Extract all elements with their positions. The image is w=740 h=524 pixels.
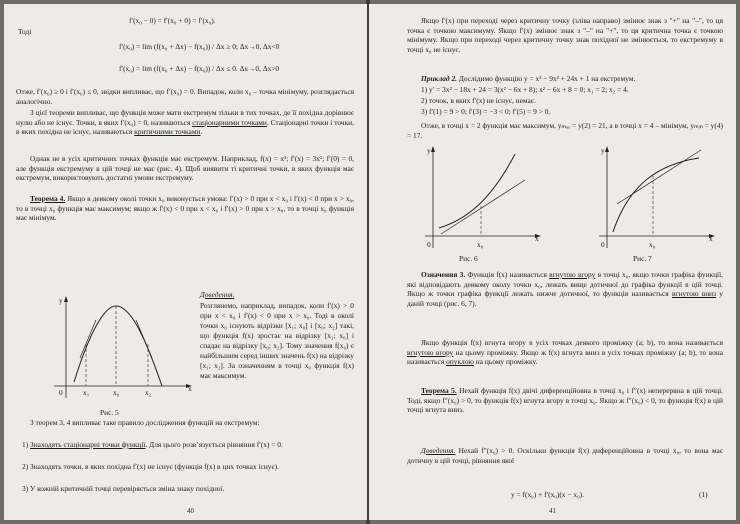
fig7-curve — [613, 158, 699, 232]
paragraph-sign-change: Якщо f′(x) при переході через критичну точку (зліва направо) змінює знак з "+" на "–", то ця точка є точкою максимуму. Якщо f′(x) змінює знак з "–" на "+", то ця критична точка є точкою мінімуму. Якщо при переході через критичну точку знак похідної не змінюється, то екстремуму в точці x₀ не існує. — [407, 16, 723, 54]
theorem-5: Теорема 5. Нехай функція f(x) двічі диференційовна в точці x₀ і f″(x) неперервна в цій точці. Тоді, якщо f″(x₀) > 0, то функція f(x) вгнута вгору в точці x₀. Якщо ж f″(x₀) < 0, то функція f(x) в цій точці вгнута вниз. — [407, 386, 723, 415]
fig6-label-x0: x₀ — [477, 240, 484, 249]
page-number-right: 41 — [549, 507, 556, 515]
fig5-label-x: x — [188, 384, 192, 393]
fig6-label-x: x — [535, 234, 539, 243]
fig6-label-origin: 0 — [427, 240, 431, 249]
example-2: Приклад 2. Дослідимо функцію y = x³ − 9x² + 24x + 1 на екстремум. — [421, 74, 636, 83]
term-stationary-points: стаціонарними точками — [192, 117, 267, 127]
rule-item-3: 3) У кожній критичній точці перевіряється зміна знаку похідної. — [22, 484, 225, 493]
fig5-tangent-right — [136, 320, 152, 358]
fig7-tangent — [617, 150, 701, 204]
definition-3: Означення 3. Функція f(x) називається вгнутою вгору в точці x₀, якщо точки графіка функції, які відповідають деякому околу точки x₀, лежать вище дотичної до графіка функції в цій точці. Якщо ж точки графіка функції лежать нижче дотичної, то функція називається вгнутою вниз у даній точці (рис. 6, 7). — [407, 270, 723, 308]
term-concave-up-interval: вгнутою вгору — [407, 347, 454, 357]
fig5-label-origin: 0 — [59, 388, 63, 397]
formula-one-sided-derivatives: f′(x₀ − 0) = f′(x₀ + 0) = f′(x₀). — [129, 16, 216, 25]
equation-tangent: y = f(x₀) + f′(x₀)(x − x₀). — [511, 490, 584, 499]
example-conclusion: Отже, в точці x = 2 функція має максимум, yₘₐₓ = y(2) = 21, а в точці x = 4 – мінімум, yₘᵢₙ = y(4) = 17. — [407, 121, 723, 140]
figure-7-graph — [589, 144, 717, 254]
example-step-2: 2) точок, в яких f′(x) не існує, немає. — [421, 96, 536, 105]
paragraph-example-cubic: Однак не в усіх критичних точках функція має екстремум. Наприклад, f(x) = x³; f′(x) = 3x²; f′(0) = 0, але функція екстремуму в цій точці не має (рис. 4). Щоб виявити ті критичні точки, в яких функція має екстремум, використовують достатні умови екстремуму. — [16, 154, 354, 183]
term-find-stationary: Знаходять стаціонарні точки функції — [30, 440, 146, 449]
term-convex: опуклою — [446, 357, 474, 367]
fig5-tangent-left — [80, 320, 96, 358]
equation-number: (1) — [699, 490, 708, 499]
example-2-label: Приклад 2. — [421, 74, 457, 83]
example-step-1: 1) y′ = 3x² − 18x + 24 = 3(x² − 6x + 8); x² − 6x + 8 = 0; x₁ = 2; x₂ = 4. — [421, 85, 629, 94]
proof-5-label: Доведення. — [421, 446, 456, 455]
fig6-curve — [439, 154, 515, 228]
paragraph-critical-points: З цієї теореми випливає, що функція може мати екстремум тільки в тих точках, де її похідна дорівнює нулю або не існує. Точки, в яких f′(x₀) = 0, називаються стаціонарними точками. Стаціонарні точки і точки, в яких похідна не існує, називаються критичними точками. — [16, 108, 354, 137]
formula-left-limit: f′(x₀) = lim (f(x₀ + Δx) − f(x₀)) / Δx ≥ 0; Δx→0, Δx<0 — [119, 42, 280, 51]
theorem-5-label: Теорема 5. — [421, 386, 457, 395]
paragraph-rule-intro: З теорем 3, 4 випливає таке правило дослідження функцій на екстремум: — [30, 418, 260, 427]
paragraph-conclusion: Отже, f′(x₀) ≥ 0 і f′(x₀) ≤ 0, звідки випливає, що f′(x₀) = 0. Випадок, коли x₀ – точка мінімуму, розглядається аналогічно. — [16, 87, 354, 106]
fig7-label-x0: x₀ — [649, 240, 656, 249]
rule-item-1: 1) Знаходять стаціонарні точки функції. Для цього розв’язується рівняння f′(x) = 0. — [22, 440, 283, 449]
fig5-caption: Рис. 5 — [100, 408, 119, 417]
fig6-caption: Рис. 6 — [459, 254, 478, 263]
fig5-curve — [74, 306, 162, 386]
proof-text: Розглянемо, наприклад, випадок, коли f′(x) > 0 при x < x₀ і f′(x) < 0 при x > x₀. Тоді в околі точки x₀ існують відрізки [x₁; x₀] і [x₀; x₂] такі, що функція f(x) зростає на відрізку [x₁; x₀] і спадає на відрізку [x₀; x₂]. Тому значення f(x₀) є найбільшим серед інших значень f(x) на відрізку [x₁; x₂]. За означенням в точці x₀ функція f(x) має максимум. — [200, 301, 354, 380]
proof-theorem-5: Доведення. Нехай f″(x₀) > 0. Оскільки функція f(x) диференційовна в точці x₀, то вона має дотичну в цій точці, рівняння якої — [407, 446, 723, 465]
paragraph-interval-concavity: Якщо функція f(x) вгнута вгору в усіх точках деякого проміжку (a; b), то вона називається вгнутою вгору на цьому проміжку. Якщо ж f(x) вгнута вниз в усіх точках проміжку (a; b), то вона називається опуклою на цьому проміжку. — [407, 338, 723, 367]
fig6-tangent — [441, 180, 525, 234]
term-critical-points: критичними точками — [134, 127, 201, 137]
term-concave-down: вгнутою вниз — [671, 289, 717, 299]
fig7-label-y: y — [601, 146, 605, 155]
rule-item-2: 2) Знаходять точки, в яких похідна f′(x) не існує (функція f(x) в цих точках існує). — [22, 462, 279, 471]
theorem-4-label: Теорема 4. — [30, 194, 66, 203]
fig7-caption: Рис. 7 — [633, 254, 652, 263]
theorem-4: Теорема 4. Якщо в деякому околі точки x₀ виконується умова: f′(x) > 0 при x < x₀ і f′(x) < 0 при x > x₀, то в точці x₀ функція має максимум; якщо ж f′(x) < 0 при x < x₀ і f′(x) > 0 при x > x₀, то в точці x₀ функція має мінімум. — [16, 194, 354, 223]
fig5-label-x1: x₁ — [83, 388, 90, 397]
right-page — [369, 4, 736, 520]
term-concave-up: вгнутою вгору — [549, 270, 596, 279]
left-page — [4, 4, 367, 520]
fig5-label-x2: x₂ — [145, 388, 152, 397]
fig7-label-origin: 0 — [601, 240, 605, 249]
fig7-label-x: x — [709, 234, 713, 243]
example-step-3: 3) f′(1) = 9 > 0; f′(3) = −3 < 0; f′(5) = 9 > 0. — [421, 107, 551, 116]
formula-right-limit: f′(x₀) = lim (f(x₀ + Δx) − f(x₀)) / Δx ≤ 0. Δx→0, Δx>0 — [119, 64, 280, 73]
fig5-label-x0: x₀ — [113, 388, 120, 397]
figure-6-graph — [415, 144, 543, 254]
text-then: Тоді — [18, 27, 32, 36]
proof-label: Доведення. — [200, 290, 235, 299]
fig5-label-y: y — [59, 296, 63, 305]
definition-3-label: Означення 3. — [421, 270, 466, 279]
fig6-label-y: y — [427, 146, 431, 155]
page-number-left: 40 — [187, 507, 194, 515]
